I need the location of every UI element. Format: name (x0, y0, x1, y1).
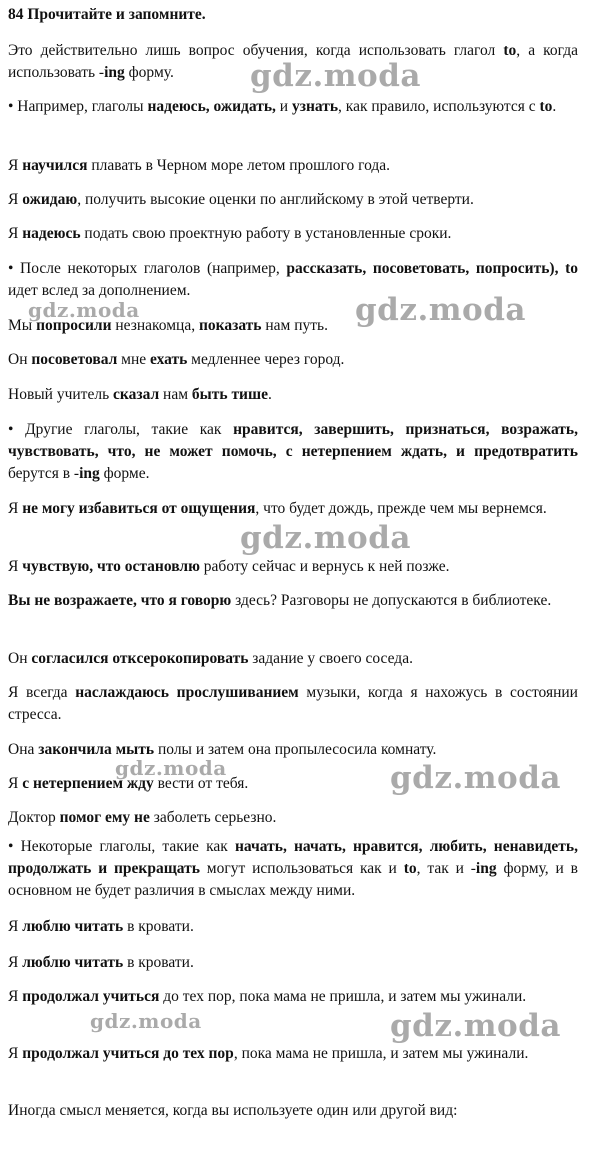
watermark: gdz.moda (240, 520, 411, 556)
paragraph-meaning-change (8, 1100, 578, 1122)
example-sentence (8, 1043, 578, 1065)
text-run: Она (8, 741, 39, 758)
bold-term: ожидаю (22, 191, 78, 208)
paragraph-rule-to (8, 96, 578, 118)
text-run: в кровати. (123, 918, 194, 935)
exercise-title: 84 Прочитайте и запомните. (8, 6, 206, 23)
bold-term: to (503, 42, 517, 59)
bold-term: сказал (113, 386, 160, 403)
text-run: медленнее через город. (187, 351, 345, 368)
text-run: плавать в Черном море летом прошлого года. (87, 157, 391, 174)
bold-term: надеюсь (22, 225, 81, 242)
text-run: , пока мама не пришла, и затем мы ужинали. (233, 1045, 529, 1062)
bold-term: с нетерпением жду (22, 775, 154, 792)
text-run: и (275, 98, 292, 115)
text-run: музыки, когда я нахожусь в состоянии стресса. (8, 684, 578, 723)
bold-term: нравится, завершить, признаться, возражать, чувствовать, что, не может помочь, с нетерпением ждать, и предотвратить (8, 421, 578, 460)
paragraph-rule-both (8, 836, 578, 902)
bold-term: ing (475, 860, 497, 877)
bold-term: показать (198, 317, 262, 334)
example-sentence (8, 648, 578, 670)
text-run: Я всегда (8, 684, 76, 701)
bold-term: to (539, 98, 553, 115)
watermark: gdz.moda (390, 1008, 561, 1044)
bold-term: рассказать, посоветовать, попросить), to (286, 260, 578, 277)
example-sentence (8, 556, 578, 578)
text-run: задание у своего соседа. (248, 650, 413, 667)
example-sentence (8, 682, 578, 726)
text-run: . (552, 98, 557, 115)
example-sentence (8, 384, 578, 406)
paragraph-rule-ing (8, 419, 578, 485)
text-run: заболеть серьезно. (149, 809, 277, 826)
text-run: Он (8, 351, 32, 368)
text-run: Я (8, 918, 23, 935)
text-run: идет вслед за дополнением. (8, 282, 191, 299)
example-sentence (8, 498, 578, 520)
bold-term: люблю читать (22, 954, 124, 971)
bold-term: надеюсь, ожидать, (147, 98, 276, 115)
bold-term: ing (104, 64, 125, 81)
watermark: gdz.moda (28, 298, 140, 322)
bold-term: не могу избавиться от ощущения (22, 500, 256, 517)
text-run: Я (8, 157, 23, 174)
bold-term: to (403, 860, 417, 877)
example-sentence (8, 952, 578, 974)
example-sentence (8, 155, 578, 177)
text-run: Доктор (8, 809, 60, 826)
text-run: полы и затем она пропылесосила комнату. (154, 741, 437, 758)
text-run: Я (8, 988, 23, 1005)
text-run: • После некоторых глаголов (например, (8, 260, 287, 277)
text-run: Я (8, 558, 23, 575)
text-run: , так и - (416, 860, 476, 877)
bold-term: посоветовал (31, 351, 118, 368)
text-run: Мы (8, 317, 37, 334)
text-run: , как правило, используются с (338, 98, 540, 115)
example-sentence (8, 916, 578, 938)
bold-term: Вы не возражаете, что я говорю (8, 592, 232, 609)
text-run: Иногда смысл меняется, когда вы используете один или другой вид: (8, 1102, 458, 1119)
text-run: незнакомца, (111, 317, 199, 334)
text-run: нам путь. (261, 317, 328, 334)
example-sentence (8, 807, 578, 829)
text-run: здесь? Разговоры не допускаются в библиотеке. (231, 592, 552, 609)
bold-term: продолжал учиться до тех пор (22, 1045, 234, 1062)
text-run: Я (8, 954, 23, 971)
watermark: gdz.moda (355, 292, 526, 328)
text-run: , получить высокие оценки по английскому в этой четверти. (77, 191, 474, 208)
text-run: Я (8, 500, 23, 517)
watermark: gdz.moda (115, 756, 227, 780)
text-run: . (267, 386, 272, 403)
text-run: форму. (124, 64, 174, 81)
text-run: берутся в - (8, 465, 80, 482)
text-run: Он (8, 650, 32, 667)
bold-term: ехать (150, 351, 188, 368)
text-run: Я (8, 225, 23, 242)
bold-term: чувствую, что остановлю (22, 558, 200, 575)
text-run: • Другие глаголы, такие как (8, 421, 234, 438)
bold-term: узнать (291, 98, 339, 115)
bold-term: ing (79, 465, 100, 482)
text-run: форму, и в основном не будет различия в смыслах между ними. (8, 860, 578, 899)
bold-term: попросили (36, 317, 112, 334)
text-run: , а когда использовать - (8, 42, 578, 81)
text-run: мне (117, 351, 151, 368)
text-run: подать свою проектную работу в установленные сроки. (80, 225, 452, 242)
bold-term: наслаждаюсь прослушиванием (75, 684, 299, 701)
watermark: gdz.moda (250, 58, 421, 94)
example-sentence (8, 986, 578, 1008)
text-run: работу сейчас и вернусь к ней позже. (199, 558, 450, 575)
bold-term: научился (22, 157, 88, 174)
bold-term: продолжал учиться (22, 988, 160, 1005)
text-run: • Например, глаголы (8, 98, 148, 115)
text-run: , что будет дождь, прежде чем мы вернемся. (255, 500, 547, 517)
example-sentence (8, 590, 578, 612)
text-run: в кровати. (123, 954, 194, 971)
text-run: форме. (99, 465, 150, 482)
bold-term: закончила мыть (38, 741, 155, 758)
watermark: gdz.moda (390, 760, 561, 796)
text-run: Новый учитель (8, 386, 114, 403)
bold-term: люблю читать (22, 918, 124, 935)
bold-term: начать, начать, нравится, любить, ненавидеть, продолжать и прекращать (8, 838, 578, 877)
text-run: могут использоваться как и (199, 860, 404, 877)
text-run: Я (8, 775, 23, 792)
bold-term: согласился откcерокопировать (31, 650, 249, 667)
text-run: Это действительно лишь вопрос обучения, когда использовать глагол (8, 42, 504, 59)
bold-term: помог ему не (59, 809, 150, 826)
text-run: Я (8, 191, 23, 208)
text-run: • Некоторые глаголы, такие как (8, 838, 235, 855)
watermark: gdz.moda (90, 1009, 202, 1033)
example-sentence (8, 189, 578, 211)
text-run: Я (8, 1045, 23, 1062)
text-run: до тех пор, пока мама не пришла, и затем мы ужинали. (159, 988, 527, 1005)
text-run: вести от тебя. (153, 775, 249, 792)
example-sentence (8, 349, 578, 371)
example-sentence (8, 739, 578, 761)
text-run: нам (159, 386, 192, 403)
example-sentence (8, 223, 578, 245)
bold-term: быть тише (191, 386, 268, 403)
